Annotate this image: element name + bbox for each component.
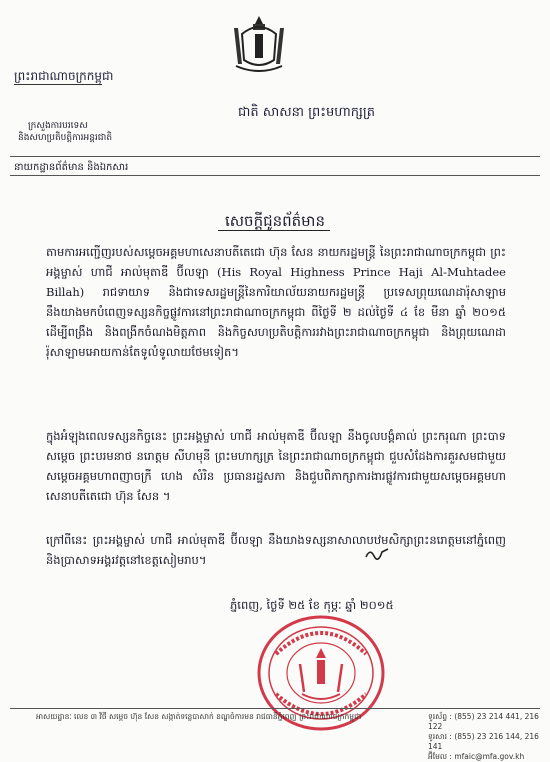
paragraph-2: ក្នុងអំឡុងពេលទស្សនកិច្ចនេះ ព្រះអង្គម្ចាស់ ហាជី អាល់មុតាឌី ប៊ីលឡា នឹងចូលបង្គំគាល់ ព្រះករុណា ព្រះបាទ សម្តេច ព្រះបរមនាថ នរោត្តម សីហមុនី ព្រះមហាក្សត្រ នៃព្រះរាជាណាចក្រកម្ពុជា ជួបសំដែងការគួរសមជាមួយសម្តេចអគ្គមហាពញាចក្រី ហេង សំរិន ប្រធានរដ្ឋសភា និងជួបពិភាក្សាការងារផ្លូវការជាមួយសម្តេចអគ្គមហាសេនាបតីតេជោ ហ៊ុន សែន ។ (46, 429, 506, 503)
date-line: ភ្នំពេញ, ថ្ងៃទី ២៥ ខែ កុម្ភៈ ឆ្នាំ ២០១៥ (230, 598, 394, 612)
divider (10, 156, 540, 157)
royal-coat-of-arms (228, 14, 290, 72)
email-text: អ៊ីមែល : mfaic@mfa.gov.kh (428, 752, 525, 761)
national-motto: ជាតិ សាសនា ព្រះមហាក្សត្រ (238, 105, 375, 120)
paragraph-3: ក្រៅពីនេះ ព្រះអង្គម្ចាស់ ហាជី អាល់មុតាឌី ប៊ីលឡា នឹងយាងទស្សនាសាលាបឋមសិក្សាព្រះនរោត្តមនៅភ្នំពេញ និងប្រាសាទអង្គរវត្តនៅខេត្តសៀមរាប។ (46, 533, 506, 567)
handwritten-initials (364, 546, 390, 560)
footer-address: អាសយដ្ឋានៈ លេខ ៣ វិថី សម្តេច ហ៊ុន សែន សង្កាត់ទន្លេបាសាក់ ខណ្ឌចំការមន រាជធានីភ្នំពេញ ព្រះរាជាណាចក្រកម្ពុជា (36, 712, 362, 721)
divider (10, 175, 540, 176)
ministry-line-2: និងសហប្រតិបត្តិការអន្តរជាតិ (18, 133, 113, 143)
department-name: នាយកដ្ឋានព័ត៌មាន និងឯកសារ (14, 162, 129, 173)
fax-text: ទូរសារ : (855) 23 216 144, 216 141 (428, 732, 539, 751)
kingdom-title: ព្រះរាជាណាចក្រកម្ពុជា (14, 69, 114, 83)
footer-divider (10, 708, 540, 709)
phone-text: ទូរស័ព្ទ : (855) 23 214 441, 216 122 (428, 712, 539, 731)
divider (14, 84, 102, 85)
title-underline (218, 230, 330, 231)
footer-contacts (428, 712, 548, 762)
ministry-line-1: ក្រសួងការបរទេស (28, 121, 88, 131)
paragraph-1: តាមការអញ្ជើញរបស់សម្តេចអគ្គមហាសេនាបតីតេជោ ហ៊ុន សែន នាយករដ្ឋមន្ត្រី នៃព្រះរាជាណាចក្រកម្ពុជា ព្រះអង្គម្ចាស់ ហាជី អាល់មុតាឌី ប៊ីលឡា (His Royal Highness Prince Haji Al-Muhtadee Billah) រាជទាយាទ និងជាទេសរដ្ឋមន្ត្រីនៃការិយាល័យនាយករដ្ឋមន្ត្រី ប្រទេសព្រុយណេដារ៉ុសាឡាម នឹងយាងមកបំពេញទស្សនកិច្ចផ្លូវការនៅព្រះរាជាណាចក្រកម្ពុជា ពីថ្ងៃទី ២ ដល់ថ្ងៃទី ៤ ខែ មីនា ឆ្នាំ ២០១៥ ដើម្បីពង្រឹង និងពង្រីកចំណងមិត្តភាព និងកិច្ចសហប្រតិបត្តិការរវាងព្រះរាជាណាចក្រកម្ពុជា និងព្រុយណេដារ៉ុសាឡាមអោយកាន់តែទូលំទូលាយថែមទៀត។ (46, 245, 506, 359)
document-title: សេចក្តីជូនព័ត៌មាន (225, 212, 325, 230)
